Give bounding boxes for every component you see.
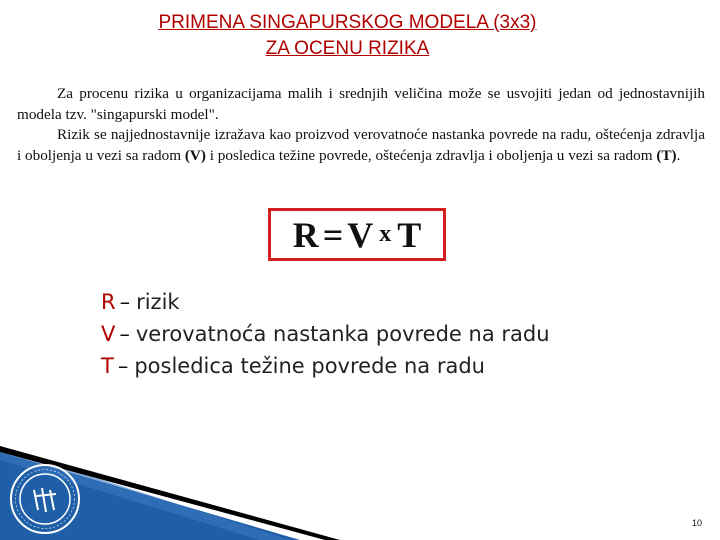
formula-times: x	[379, 221, 392, 247]
legend-dash: –	[119, 322, 130, 346]
legend-text: verovatnoća nastanka povrede na radu	[135, 322, 550, 346]
p2-mid: i posledica težine povrede, oštećenja zdravlja i oboljenja u vezi sa radom	[205, 146, 657, 164]
formula-v: V	[347, 214, 374, 255]
institution-seal-icon	[8, 462, 82, 536]
title-line-1: PRIMENA SINGAPURSKOG MODELA (3x3)	[158, 12, 537, 33]
legend-text: posledica težine povrede na radu	[134, 354, 485, 378]
legend-text: rizik	[136, 290, 180, 314]
legend-item-t	[101, 350, 550, 382]
legend-symbol: V	[101, 322, 116, 346]
formula-eq: =	[322, 214, 344, 255]
legend-item-r	[101, 286, 550, 318]
legend-item-v	[101, 318, 550, 350]
p2-start: Rizik se najjednostavnije izražava kao proizvod verovatnoće nastanka povrede na radu, oštećenja zdravlja i oboljenja u vezi sa radom	[17, 126, 705, 164]
p2-end: .	[676, 146, 681, 164]
page-number: 10	[691, 518, 702, 528]
title-line-2: ZA OCENU RIZIKA	[265, 38, 430, 59]
slide-title	[0, 10, 695, 62]
decorative-swoosh	[0, 430, 720, 540]
paragraph-2	[17, 125, 705, 166]
formula-legend	[101, 286, 550, 382]
legend-symbol: T	[101, 354, 114, 378]
formula-t: T	[397, 214, 422, 255]
formula-r: R	[292, 214, 319, 255]
paragraph-1: Za procenu rizika u organizacijama malih i srednjih veličina može se usvojiti jedan od jednostavnijih modela tzv. "singapurski model".	[17, 85, 705, 123]
p2-v: (V)	[184, 146, 206, 164]
p2-t: (T)	[656, 146, 677, 164]
legend-dash: –	[117, 354, 129, 378]
body-paragraph	[17, 84, 705, 166]
legend-symbol: R	[101, 290, 116, 314]
risk-formula-box	[268, 208, 446, 261]
legend-dash: –	[119, 290, 131, 314]
